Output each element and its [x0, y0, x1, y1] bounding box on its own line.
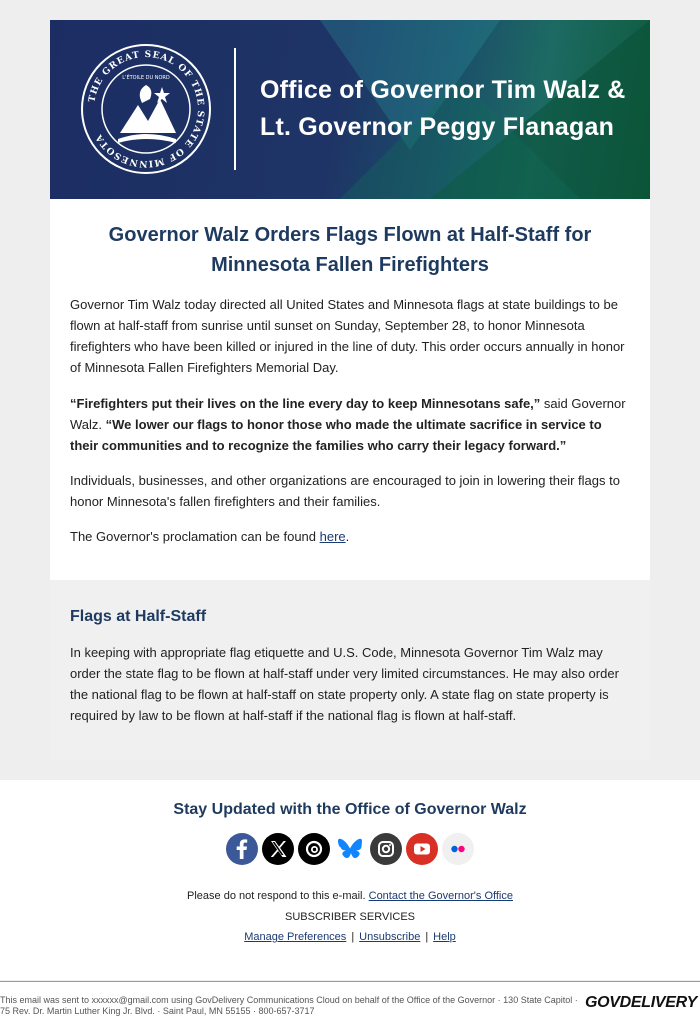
article-card	[50, 199, 650, 580]
x-icon[interactable]	[262, 833, 294, 865]
threads-icon[interactable]	[298, 833, 330, 865]
proclamation-text: The Governor's proclamation can be found	[70, 529, 320, 544]
flags-section	[50, 580, 650, 760]
facebook-icon[interactable]	[226, 833, 258, 865]
proclamation-end: .	[345, 529, 350, 544]
bluesky-icon[interactable]	[334, 833, 366, 865]
proclamation-paragraph	[70, 526, 630, 547]
subscriber-services-label: SUBSCRIBER SERVICES	[284, 911, 415, 923]
minnesota-seal-icon	[80, 43, 212, 175]
quote-paragraph	[70, 393, 630, 456]
article-paragraph: Individuals, businesses, and other organizations are encouraged to join in lowering their flags to honor Minnesota's fallen firefighters and their families.	[70, 473, 620, 509]
no-reply-note	[0, 890, 700, 902]
govdelivery-logo[interactable]: GOVDELIVERY	[585, 994, 697, 1011]
youtube-icon[interactable]	[406, 833, 438, 865]
link-separator: |	[425, 931, 429, 943]
banner-divider	[234, 48, 236, 170]
help-link[interactable]: Help	[433, 931, 456, 943]
section-text: In keeping with appropriate flag etiquette and U.S. Code, Minnesota Governor Tim Walz may order the state flag to be flown at half-staff under very limited circumstances. He may also order the national flag to be flown at half-staff on state property only. A state flag on state property is required by law to be flown at half-staff if the national flag is flown at half-staff.	[70, 645, 619, 723]
unsubscribe-link[interactable]: Unsubscribe	[359, 931, 421, 943]
svg-text:THE GREAT SEAL OF THE STATE OF	[87, 50, 205, 168]
banner-title-line2: Lt. Governor Peggy Flanagan	[260, 113, 615, 141]
seal-motto: L'ÉTOILE DU NORD	[122, 75, 170, 81]
article-headline: Governor Walz Orders Flags Flown at Half-Staff for Minnesota Fallen Firefighters	[108, 224, 592, 276]
quote-part-2: “We lower our flags to honor those who made the ultimate sacrifice in service to their communities and to recognize the families who carry their legacy forward.”	[70, 417, 602, 453]
section-title: Flags at Half-Staff	[70, 608, 207, 625]
sender-info: This email was sent to xxxxxx@gmail.com using GovDelivery Communications Cloud on behalf of the Office of the Governor · 130 State Capitol · 75 Rev. Dr. Martin Luther King Jr. Blvd. · Saint Paul, MN 55155 · 800-657-3717	[0, 995, 578, 1016]
link-separator: |	[351, 931, 355, 943]
manage-preferences-link[interactable]: Manage Preferences	[244, 931, 347, 943]
quote-attribution: said Governor Walz.	[70, 396, 626, 432]
instagram-icon[interactable]	[370, 833, 402, 865]
footer	[0, 780, 700, 980]
stay-updated-title: Stay Updated with the Office of Governor Walz	[173, 801, 527, 818]
quote-part-1: “Firefighters put their lives on the line every day to keep Minnesotans safe,”	[70, 396, 541, 411]
bottom-bar	[0, 982, 700, 1023]
proclamation-link[interactable]: here	[319, 529, 346, 544]
header-banner	[50, 20, 650, 199]
seal-text: THE GREAT SEAL OF THE STATE OF MINNESOTA	[87, 49, 206, 169]
note-text: Please do not respond to this e-mail.	[187, 890, 369, 902]
social-links	[226, 833, 474, 867]
article-paragraph: Governor Tim Walz today directed all United States and Minnesota flags at state buildings to be flown at half-staff from sunrise until sunset on Sunday, September 28, to honor Minnesota firefighters who have been killed or injured in the line of duty. This order occurs annually in honor of Minnesota Fallen Firefighters Memorial Day.	[70, 297, 625, 375]
flickr-icon[interactable]	[442, 833, 474, 865]
banner-title-line1: Office of Governor Tim Walz &	[260, 76, 626, 104]
subscriber-links	[0, 931, 700, 943]
banner-title	[260, 72, 626, 146]
contact-link[interactable]: Contact the Governor's Office	[368, 890, 513, 902]
